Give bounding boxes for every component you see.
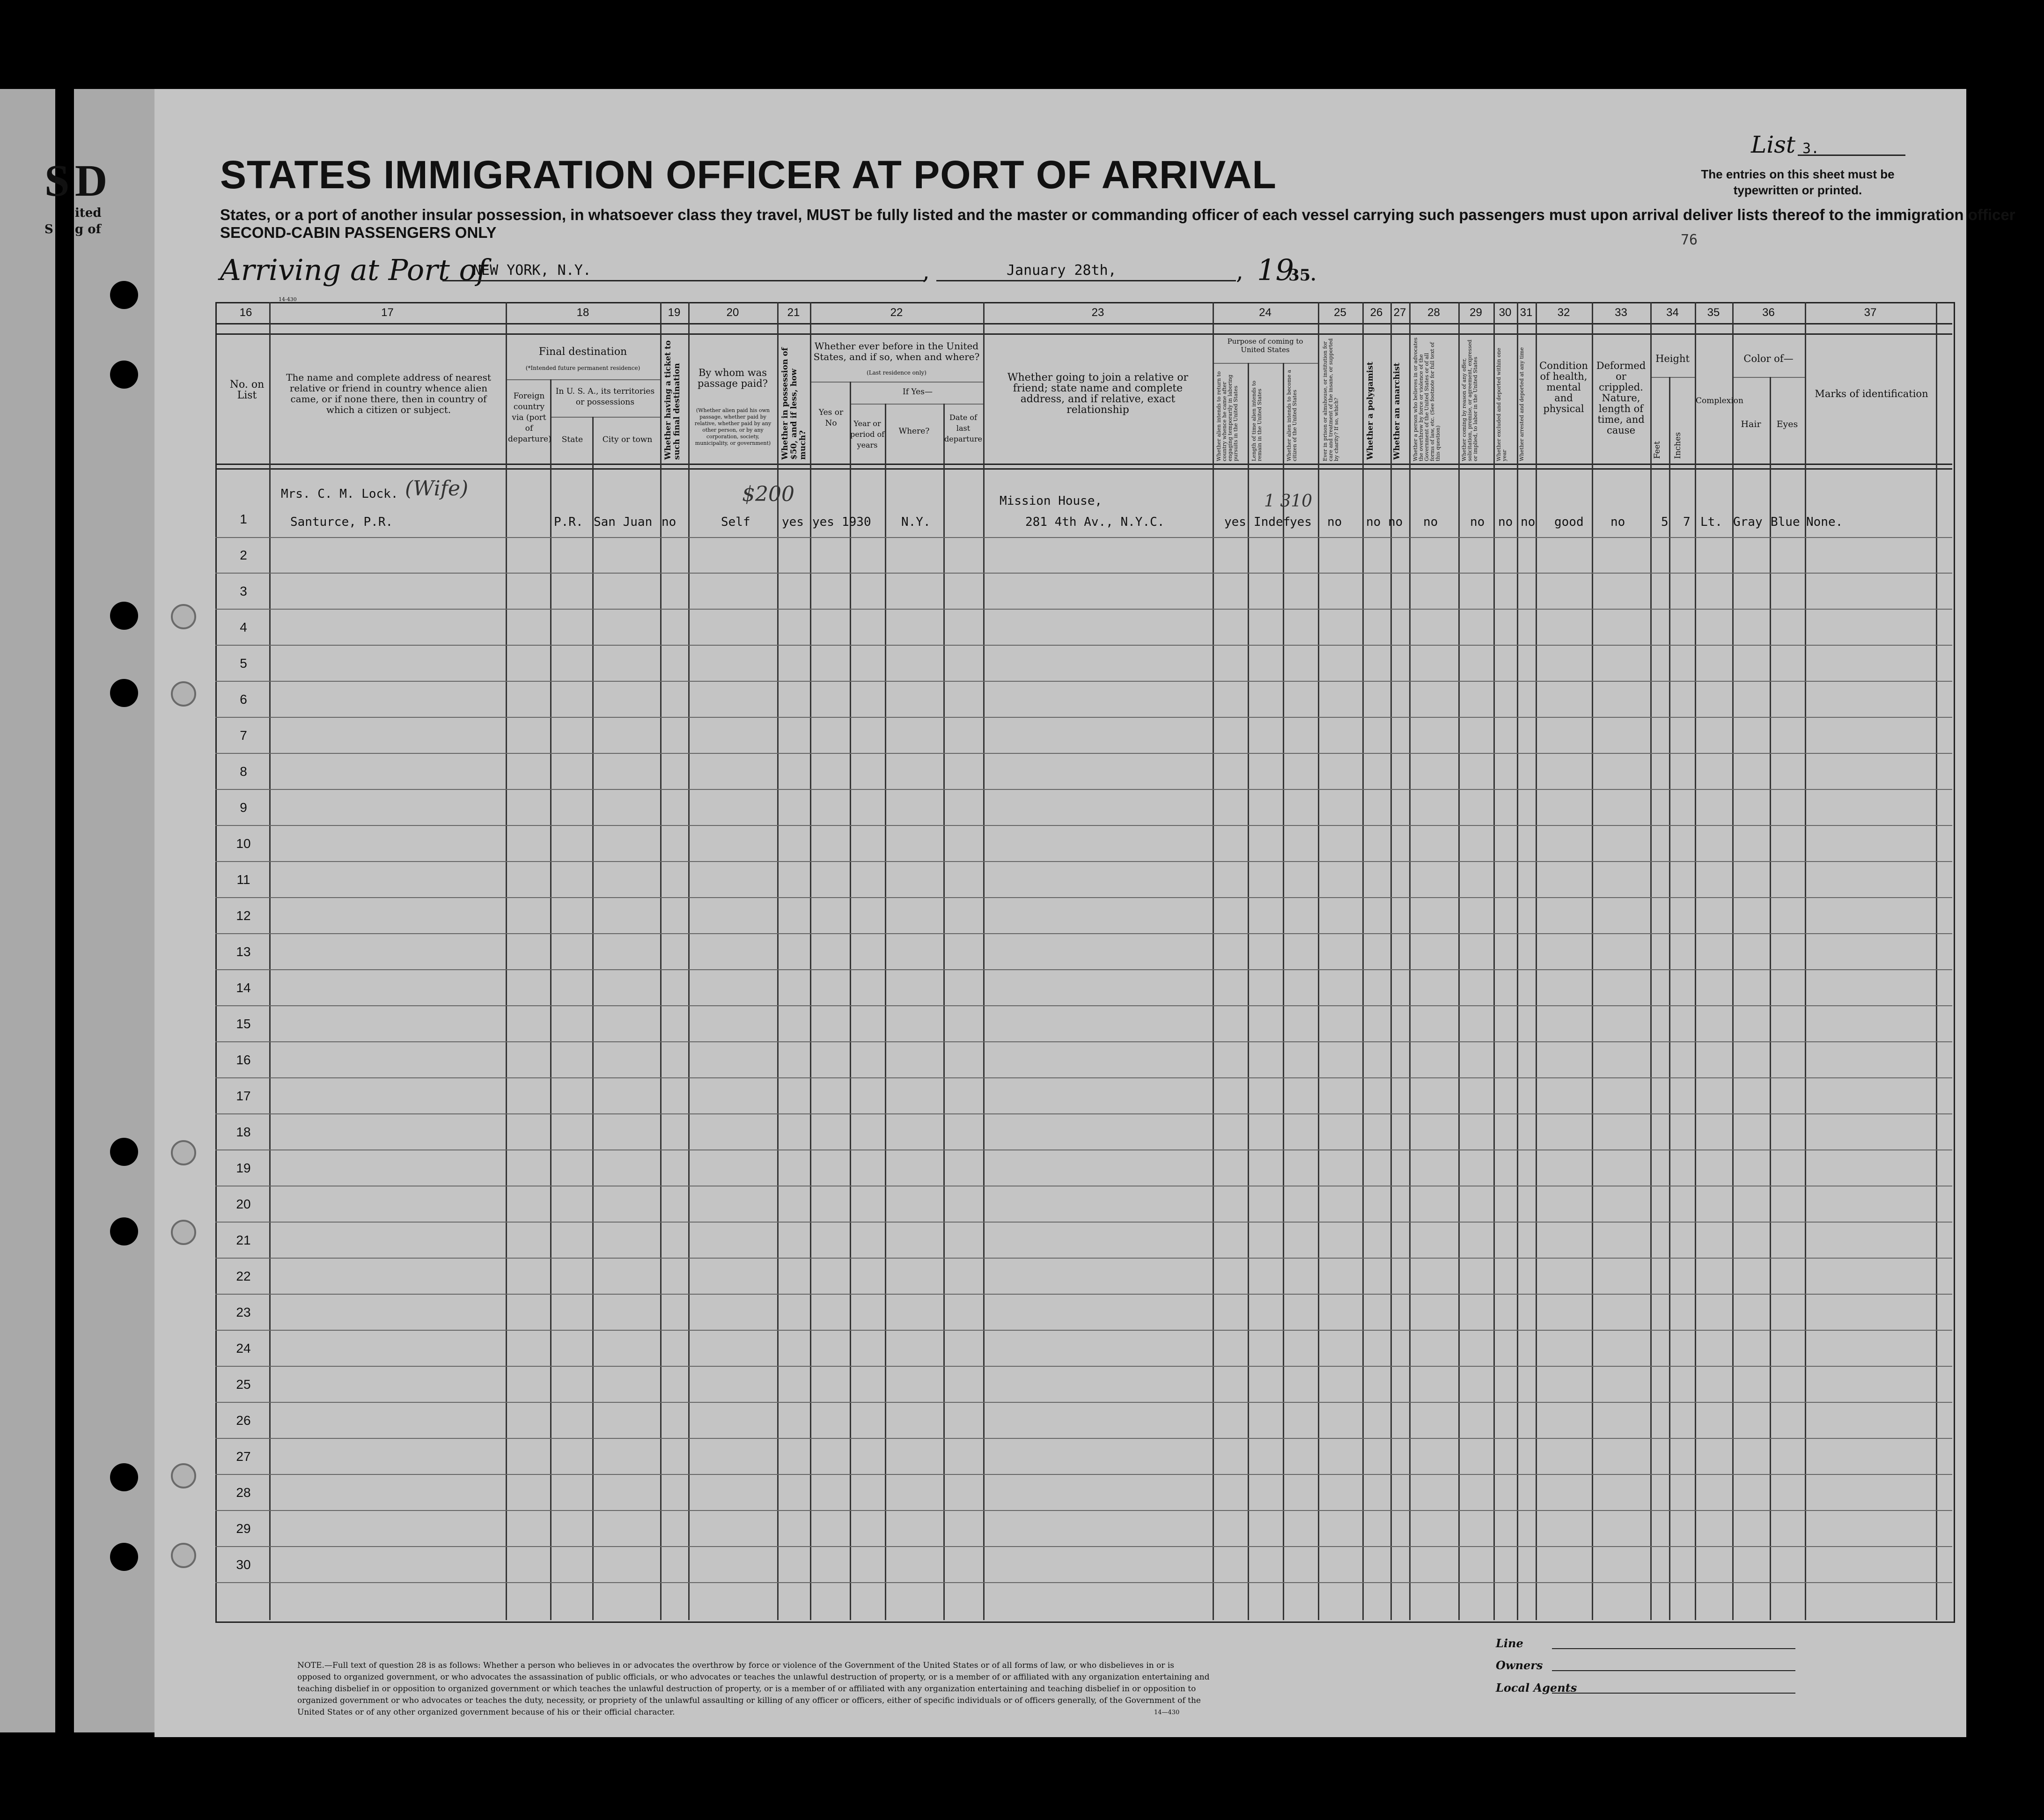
eyes-value: Blue: [1771, 515, 1800, 529]
line-field: [1552, 1648, 1795, 1649]
header-list-number: No. on List: [229, 379, 265, 401]
row-number: 23: [236, 1305, 251, 1319]
list-label: List: [1751, 131, 1795, 158]
anarchist-value: no: [1388, 515, 1403, 529]
prison-value: no: [1327, 515, 1342, 529]
complexion-value: Lt.: [1700, 515, 1722, 529]
overthrow-value: no: [1423, 515, 1438, 529]
destination-city: San Juan: [594, 515, 653, 529]
line-label: Line: [1496, 1636, 1523, 1650]
where-value: N.Y.: [901, 515, 931, 529]
header-feet: Feet: [1653, 441, 1662, 459]
column-number: 32: [1557, 306, 1570, 319]
column-number: 37: [1864, 306, 1877, 319]
row-number: 17: [236, 1089, 251, 1103]
health-value: good: [1554, 515, 1584, 529]
header-final-destination-note: (*Intended future permanent residence): [525, 365, 640, 371]
left-page-fragment: S: [44, 155, 70, 206]
row-number: 1: [240, 512, 247, 526]
row-number: 7: [240, 728, 247, 743]
row-number: 13: [236, 944, 251, 959]
page-title: STATES IMMIGRATION OFFICER AT PORT OF ARRIVAL: [220, 153, 1277, 197]
left-page-fragment: D: [75, 155, 108, 206]
header-in-usa: In U. S. A., its territories or possessions: [555, 387, 655, 407]
deformed-value: no: [1610, 515, 1625, 529]
header-polygamist: Whether a polygamist: [1366, 361, 1375, 460]
date-value: January 28th,: [1007, 262, 1117, 279]
row-number: 20: [236, 1197, 251, 1211]
punch-hole: [110, 361, 138, 389]
header-if-yes: If Yes—: [903, 387, 933, 397]
footer-form-code: 14—430: [1154, 1709, 1180, 1716]
left-page-fragment: g of: [75, 222, 101, 236]
hair-value: Gray: [1733, 515, 1763, 529]
header-arrested: Whether arrested and deported at any time: [1519, 347, 1525, 461]
relation-annotation: (Wife): [405, 477, 469, 501]
punch-hole: [110, 602, 138, 630]
list-number: 3.: [1802, 140, 1820, 157]
footnote-question-28: NOTE.—Full text of question 28 is as follows: Whether a person who believes in or advocates the overthrow by force or violence of the Government of the United States or of all forms of law, or who disbelieves in or is opposed to organized government, or who advocates the assassination of public officials, or who advocates or teaches the unlawful destruction of property, or is a member of or affiliated with any organization entertaining and teaching disbelief in or opposition to organized government or which teaches the unlawful destruction of property, or is a member of or affiliated with any organization entertaining and teaching disbelief in or opposition to organized government or who advocates or teaches the duty, necessity, or propriety of the unlawful assaulting or killing of any officer or officers, either of specific individuals or of officers generally, of the Government of the United States or of any other organized government because of his or their official character.: [297, 1661, 1210, 1717]
header-ever-before: Whether ever before in the United States, and if so, when and where?: [813, 340, 980, 362]
header-height: Height: [1655, 353, 1690, 364]
owners-field: [1552, 1670, 1795, 1671]
column-number: 24: [1259, 306, 1272, 319]
header-inches: Inches: [1673, 432, 1683, 459]
purpose-length-value: Indef: [1254, 515, 1291, 529]
labor-offer-value: no: [1470, 515, 1485, 529]
column-number: 23: [1091, 306, 1104, 319]
punch-hole: [110, 1543, 138, 1571]
header-ticket: Whether having a ticket to such final destination: [663, 340, 682, 460]
header-join-relative: Whether going to join a relative or friend; state name and complete address, and if relative, exact relationship: [1007, 372, 1189, 416]
reinforcement-ring: [171, 1463, 196, 1488]
header-last-departure: Date of last departure: [944, 413, 982, 443]
column-number: 18: [576, 306, 589, 319]
header-purpose-citizen: Whether alien intends to become a citizen of the United States: [1286, 369, 1298, 461]
row-number: 30: [236, 1557, 251, 1572]
row-number: 8: [240, 764, 247, 779]
local-agents-label: Local Agents: [1496, 1681, 1577, 1695]
paid-by-value: Self: [721, 515, 750, 529]
header-hair: Hair: [1741, 419, 1761, 429]
header-passage-paid: By whom was passage paid?: [698, 367, 768, 389]
header-purpose-return: Whether alien intends to return to country whence he came after engaging temporarily in laboring pursuits in the United States: [1216, 371, 1239, 461]
reinforcement-ring: [171, 604, 196, 629]
header-foreign-country: Foreign country via (port of departure): [508, 391, 551, 444]
row-number: 15: [236, 1017, 251, 1031]
row-number: 4: [240, 620, 247, 634]
relative-address: Santurce, P.R.: [290, 515, 393, 529]
row-number: 12: [236, 908, 251, 923]
row-number: 27: [236, 1449, 251, 1464]
row-number: 9: [240, 800, 247, 815]
header-excluded: Whether excluded and deported within one year: [1496, 347, 1507, 461]
ever-before-value: yes: [812, 515, 834, 529]
column-number: 21: [787, 306, 800, 319]
punch-hole: [110, 1463, 138, 1491]
excluded-value: no: [1498, 515, 1513, 529]
port-value: NEW YORK, N.Y.: [473, 262, 591, 279]
marks-value: None.: [1806, 515, 1843, 529]
column-number: 28: [1427, 306, 1440, 319]
header-health: Condition of health, mental and physical: [1539, 360, 1588, 414]
header-labor-offer: Whether coming by reason of any offer, solicitation, promise, or agreement, expressed or implied, to labor in the United States: [1461, 339, 1478, 461]
header-purpose: Purpose of coming to United States: [1227, 337, 1303, 354]
reinforcement-ring: [171, 681, 196, 707]
header-eyes: Eyes: [1776, 419, 1798, 429]
header-passage-paid-note: (Whether alien paid his own passage, whether paid by relative, whether paid by any other person, or by any corporation, society, municipality, or government): [694, 407, 772, 446]
join-address-line1: Mission House,: [1000, 494, 1103, 508]
header-deformed: Deformed or crippled. Nature, length of time, and cause: [1596, 360, 1646, 436]
column-number: 19: [668, 306, 681, 319]
row-number: 11: [236, 872, 250, 887]
polygamist-value: no: [1366, 515, 1381, 529]
header-overthrow: Whether a person who believes in or advocates the overthrow by force or violence of the Government of the United States or of all forms of law, etc. (See footnote for full text of this question): [1412, 337, 1441, 461]
punch-hole: [110, 281, 138, 309]
height-inches-value: 7: [1683, 515, 1691, 529]
purpose-citizen-value: yes: [1290, 515, 1312, 529]
punch-hole: [110, 679, 138, 707]
left-page-fragment: S: [44, 222, 53, 236]
passenger-name: Mrs. C. M. Lock.: [281, 487, 398, 501]
header-final-destination: Final destination: [538, 346, 627, 358]
arriving-label: Arriving at Port of: [220, 253, 487, 287]
row-number: 19: [236, 1161, 251, 1175]
reinforcement-ring: [171, 1543, 196, 1568]
row-number: 14: [236, 980, 251, 995]
punch-hole: [110, 1217, 138, 1245]
reinforcement-ring: [171, 1220, 196, 1245]
binding-spine: [55, 89, 74, 1751]
header-city: City or town: [602, 435, 653, 444]
column-number: 35: [1707, 306, 1720, 319]
arrested-value: no: [1521, 515, 1536, 529]
column-number: 34: [1666, 306, 1679, 319]
row-number: 3: [240, 584, 247, 598]
header-purpose-length: Length of time alien intends to remain in the United States: [1251, 380, 1263, 461]
row-number: 29: [236, 1521, 251, 1536]
join-address-line2: 281 4th Av., N.Y.C.: [1025, 515, 1165, 529]
money-value: yes: [782, 515, 804, 529]
local-agents-field: [1552, 1693, 1795, 1694]
column-number: 31: [1520, 306, 1533, 319]
header-anarchist: Whether an anarchist: [1392, 362, 1402, 460]
stamp-number: 76: [1681, 232, 1698, 248]
row-number: 5: [240, 656, 247, 671]
header-state: State: [561, 435, 583, 444]
column-number: 26: [1370, 306, 1383, 319]
row-number: 24: [236, 1341, 251, 1356]
column-number: 36: [1762, 306, 1775, 319]
row-number: 25: [236, 1377, 251, 1392]
column-number: 20: [726, 306, 739, 319]
row-number: 28: [236, 1485, 251, 1500]
length-annotation: 1 310: [1264, 492, 1313, 511]
reinforcement-ring: [171, 1140, 196, 1165]
header-color: Color of—: [1743, 353, 1794, 364]
header-yes-no: Yes or No: [818, 408, 844, 428]
ticket-value: no: [662, 515, 676, 529]
header-marks: Marks of identification: [1815, 388, 1928, 399]
form-code: 14-430: [279, 296, 297, 302]
year-suffix: 35.: [1288, 266, 1316, 285]
left-page-fragment: ited: [75, 206, 102, 220]
owners-label: Owners: [1496, 1658, 1543, 1672]
column-number: 29: [1470, 306, 1482, 319]
row-number: 2: [240, 548, 247, 562]
height-feet-value: 5: [1661, 515, 1669, 529]
header-year: Year or period of years: [850, 419, 884, 449]
column-number: 25: [1334, 306, 1346, 319]
typewritten-note: The entries on this sheet must be typewritten or printed.: [1701, 167, 1895, 197]
row-number: 16: [236, 1053, 251, 1067]
punch-hole: [110, 1138, 138, 1166]
purpose-return-value: yes: [1224, 515, 1246, 529]
column-number: 22: [890, 306, 903, 319]
header-last-residence: (Last residence only): [867, 369, 926, 376]
instructions-text: States, or a port of another insular possession, in whatsoever class they travel, MUST be fully listed and the master or commanding officer of each vessel carrying such passengers must upon arrival deliver lists thereof to the immigration officer: [220, 206, 2015, 223]
row-number: 10: [236, 836, 251, 851]
row-number: 6: [240, 692, 247, 707]
header-complexion: Complexion: [1696, 396, 1743, 405]
column-number: 30: [1499, 306, 1512, 319]
row-number: 22: [236, 1269, 251, 1283]
column-number: 17: [381, 306, 394, 319]
header-money: Whether in possession of $50, and if less, how much?: [780, 347, 808, 460]
column-number: 27: [1393, 306, 1406, 319]
row-number: 21: [236, 1233, 251, 1247]
column-number: 16: [239, 306, 252, 319]
row-number: 26: [236, 1413, 251, 1428]
header-relative-address: The name and complete address of nearest relative or friend in country whence alien came, or if none there, then in country of which a citizen or subject.: [286, 372, 491, 415]
money-annotation: $200: [742, 482, 794, 506]
header-where: Where?: [898, 427, 930, 436]
header-prison: Ever in prison or almshouse, or institution for care and treatment of the insane, or supported by charity? If so, which?: [1322, 338, 1339, 461]
year-prefix: 19: [1257, 253, 1294, 287]
cabin-class: SECOND-CABIN PASSENGERS ONLY: [220, 224, 497, 241]
destination-state: P.R.: [554, 515, 583, 529]
year-value: 1930: [842, 515, 871, 529]
row-number: 18: [236, 1125, 251, 1139]
column-number: 33: [1615, 306, 1627, 319]
